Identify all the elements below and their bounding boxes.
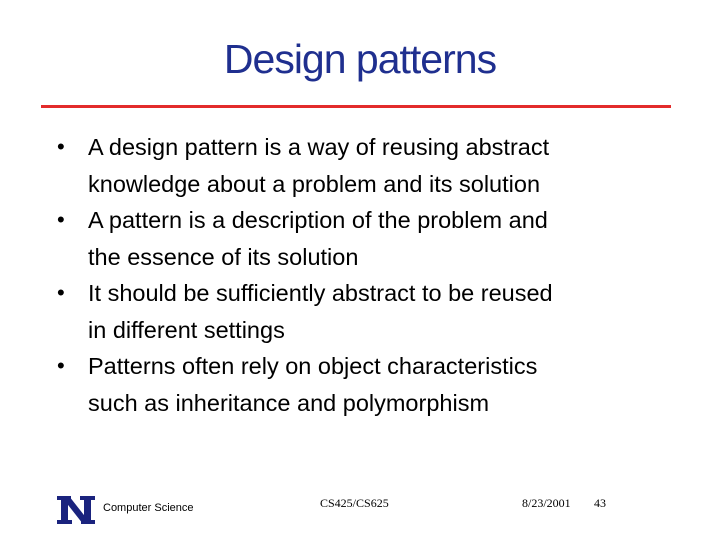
bullet-text-line: the essence of its solution [88, 243, 359, 270]
slide-title: Design patterns [223, 36, 497, 82]
bullet-text-line: in different settings [88, 316, 285, 343]
footer-department: Computer Science [103, 502, 194, 514]
footer-date: 8/23/2001 [522, 496, 571, 510]
bullet-text-line: A pattern is a description of the problem and [88, 207, 548, 233]
bullet-icon: • [57, 280, 65, 305]
bullet-item [55, 275, 675, 348]
bullet-text-line: such as inheritance and polymorphism [88, 389, 490, 416]
bullet-icon: • [57, 353, 65, 378]
bullet-item [55, 129, 675, 202]
bullet-text-line: A design pattern is a way of reusing abstract [88, 134, 550, 160]
bullet-item [55, 348, 675, 421]
bullet-text-line: It should be sufficiently abstract to be reused [88, 280, 553, 306]
bullet-icon: • [57, 207, 65, 232]
bullet-text-line: knowledge about a problem and its solution [88, 170, 541, 197]
bullet-item [55, 202, 675, 275]
bullet-icon: • [57, 134, 65, 159]
bullet-list [55, 129, 675, 421]
n-logo-icon [57, 496, 95, 524]
footer-course: CS425/CS625 [320, 496, 389, 510]
title-divider [41, 105, 671, 108]
page-number: 43 [594, 496, 606, 510]
bullet-text-line: Patterns often rely on object characteristics [88, 353, 538, 379]
